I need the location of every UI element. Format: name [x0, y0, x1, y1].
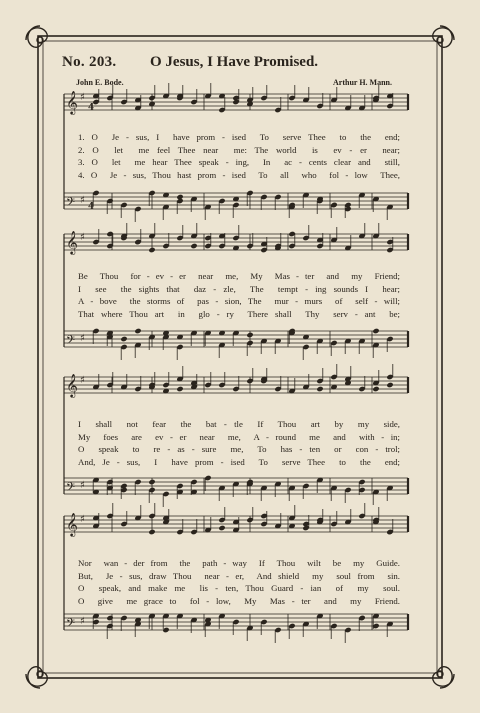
- lyric-line: 4. O Je - sus, Thou hast prom - ised To all who fol - low Thee,: [78, 170, 400, 181]
- note-head: [372, 328, 379, 334]
- lyric-line: Be Thou for - ev - er near me, My Mas - ter and my Friend;: [78, 271, 400, 281]
- lyric-line: A - bove the storms of pas - sion, The mur - murs of self - will;: [78, 296, 400, 307]
- lyric-line: I see the sights that daz - zle, The tempt - ing sounds I hear;: [78, 283, 400, 294]
- bass-clef-icon: 𝄢: [66, 617, 76, 633]
- note-head: [120, 336, 127, 342]
- key-signature-sharp-icon: ♯: [80, 480, 85, 491]
- note-head: [218, 525, 225, 531]
- bass-clef-icon: 𝄢: [66, 334, 76, 350]
- time-signature: 4: [88, 202, 95, 212]
- lyric-line: 1. O Je - sus, I have prom - ised To serve Thee to the end;: [78, 132, 400, 142]
- note-head: [246, 332, 253, 338]
- key-signature-sharp-icon: ♯: [80, 333, 85, 344]
- bass-clef-icon: 𝄢: [66, 196, 76, 212]
- lyrics-system-4: [78, 557, 400, 608]
- lyric-line: That where Thou art in glo - ry There shall Thy serv - ant be;: [78, 309, 400, 320]
- key-signature-sharp-icon: ♯: [80, 514, 85, 525]
- lyrics-system-3: [78, 418, 400, 469]
- note-head: [372, 386, 379, 392]
- lyric-line: I shall not fear the bat - tle If Thou art by my side,: [78, 419, 400, 429]
- lyric-line: 2. O let me feel Thee near me: The world is ev - er near;: [78, 144, 400, 155]
- lyric-line: And, Je - sus, I have prom - ised To serve Thee to the end;: [78, 457, 400, 468]
- note-head: [148, 529, 155, 535]
- note-head: [148, 479, 155, 485]
- time-signature: 4: [88, 103, 95, 113]
- lyric-line: Nor wan - der from the path - way If Thou wilt be my Guide.: [78, 558, 400, 568]
- note-head: [316, 386, 323, 392]
- lyric-line: O speak to re - as - sure me, To has - ten or con - trol;: [78, 444, 400, 455]
- lyric-line: 3. O let me hear Thee speak - ing, In ac - cents clear and still,: [78, 157, 400, 168]
- key-signature-sharp-icon: ♯: [80, 375, 85, 386]
- note-head: [106, 615, 113, 621]
- note-head: [190, 243, 197, 249]
- note-head: [386, 382, 393, 388]
- note-head: [148, 247, 155, 253]
- note-head: [176, 386, 183, 392]
- hymn-title: O Jesus, I Have Promised.: [150, 54, 319, 70]
- treble-clef-icon: 𝄞: [66, 90, 78, 114]
- treble-clef-icon: 𝄞: [66, 373, 78, 397]
- note-head: [134, 328, 141, 334]
- key-signature-sharp-icon: ♯: [80, 195, 85, 206]
- key-signature-sharp-icon: ♯: [80, 92, 85, 103]
- lyric-line: But, Je - sus, draw Thou near - er, And shield my soul from sin.: [78, 570, 400, 581]
- lyrics-system-2: [78, 270, 400, 321]
- treble-clef-icon: 𝄞: [66, 512, 78, 536]
- hymn-number: No. 203.: [62, 54, 117, 70]
- lyric-line: O speak, and make me lis - ten, Thou Guard - ian of my soul.: [78, 583, 400, 594]
- note-head: [176, 194, 183, 200]
- key-signature-sharp-icon: ♯: [80, 232, 85, 243]
- lyric-line: My foes are ev - er near me, A - round me and with - in;: [78, 431, 400, 442]
- key-signature-sharp-icon: ♯: [80, 616, 85, 627]
- bass-clef-icon: 𝄢: [66, 481, 76, 497]
- lyric-line: O give me grace to fol - low, My Mas - ter and my Friend.: [78, 596, 400, 607]
- treble-clef-icon: 𝄞: [66, 230, 78, 254]
- lyricist-credit: John E. Bode.: [76, 78, 124, 87]
- composer-credit: Arthur H. Mann.: [333, 78, 392, 87]
- lyrics-system-1: [78, 131, 400, 182]
